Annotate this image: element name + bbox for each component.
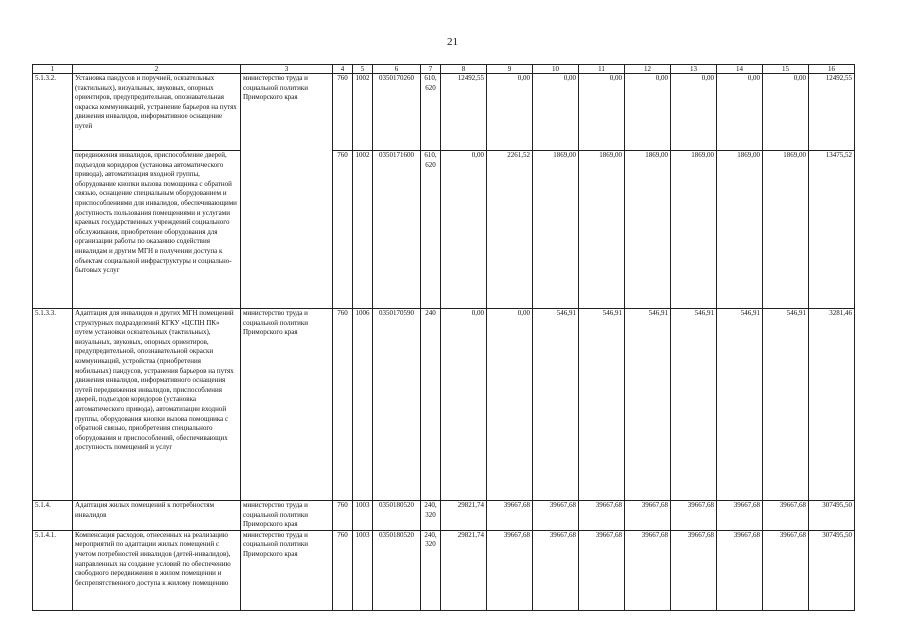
row-value: 39667,68 bbox=[717, 530, 763, 610]
row-value: 1869,00 bbox=[671, 151, 717, 309]
table-row bbox=[33, 151, 855, 309]
row-rzpr: 1003 bbox=[353, 530, 373, 610]
row-value: 39667,68 bbox=[763, 530, 809, 610]
row-value: 1869,00 bbox=[579, 151, 625, 309]
row-grbs: 760 bbox=[333, 530, 353, 610]
row-value: 0,00 bbox=[579, 74, 625, 151]
row-value: 1869,00 bbox=[533, 151, 579, 309]
row-value: 0,00 bbox=[763, 74, 809, 151]
column-header: 14 bbox=[717, 65, 763, 74]
row-value: 546,91 bbox=[625, 309, 671, 501]
row-description: передвижения инвалидов, приспособление дверей, подъездов коридоров (установка автоматического привода), автоматизация входной группы, оборудование кнопки вызова помощника с обратной связью, оснащение специальным оборудованием и приспособлениями для инвалидов, обеспечивающими доступность пользования помещениями и услугами краевых государственных учреждений социального обслуживания, приобретение оборудования для организации работы по оказанию содействия инвалидам и другим МГН в получении доступа к объектам социальной инфраструктуры и социально-бытовых услуг bbox=[73, 151, 241, 309]
row-description: Компенсация расходов, отнесенных на реализацию мероприятий по адаптации жилых помещений с учетом потребностей инвалидов (детей-инвалидов), направленных на создание условий по обеспечению свободного передвижения в жилом помещении и беспрепятственного доступа к жилому помещению bbox=[73, 530, 241, 610]
row-value: 39667,68 bbox=[579, 530, 625, 610]
row-csr: 0350180520 bbox=[373, 530, 421, 610]
row-value: 1869,00 bbox=[717, 151, 763, 309]
row-value: 0,00 bbox=[487, 309, 533, 501]
row-rzpr: 1002 bbox=[353, 74, 373, 151]
row-vr: 610, 620 bbox=[421, 74, 441, 151]
row-value: 1869,00 bbox=[763, 151, 809, 309]
column-header: 4 bbox=[333, 65, 353, 74]
row-value: 2261,52 bbox=[487, 151, 533, 309]
column-header: 15 bbox=[763, 65, 809, 74]
row-rzpr: 1002 bbox=[353, 151, 373, 309]
row-value: 0,00 bbox=[625, 74, 671, 151]
row-grbs: 760 bbox=[333, 501, 353, 531]
row-rzpr: 1006 bbox=[353, 309, 373, 501]
row-value: 546,91 bbox=[533, 309, 579, 501]
row-value: 546,91 bbox=[671, 309, 717, 501]
row-vr: 240, 320 bbox=[421, 501, 441, 531]
row-value: 39667,68 bbox=[533, 530, 579, 610]
column-header: 9 bbox=[487, 65, 533, 74]
row-description: Адаптация жилых помещений к потребностям инвалидов bbox=[73, 501, 241, 531]
column-header: 11 bbox=[579, 65, 625, 74]
row-value: 39667,68 bbox=[671, 530, 717, 610]
column-header: 8 bbox=[441, 65, 487, 74]
row-value: 1869,00 bbox=[625, 151, 671, 309]
row-description: Установка пандусов и поручней, осязательных (тактильных), визуальных, звуковых, опорных ориентиров, предупредительная, опознавательная окраска коммуникаций, устранение барьеров на путях движения инвалидов, информативное оснащение путей bbox=[73, 74, 241, 151]
column-header: 1 bbox=[33, 65, 73, 74]
row-description: Адаптация для инвалидов и других МГН помещений структурных подразделений КГКУ «ЦСПН ПК» путем установки осязательных (тактильных), визуальных, звуковых, опорных ориентиров, предупредительной, опознавательной окраски коммуникаций, устройства (приобретения мобильных) пандусов, устранения барьеров на путях движения инвалидов, информативного оснащения путей передвижения инвалидов, приспособления дверей, подъездов коридоров (установка автоматического привода), автоматизации входной группы, оборудования кнопки вызова помощника с обратной связью, приобретения специального оборудования и приспособлений, обеспечивающих доступность помещений и услуг bbox=[73, 309, 241, 501]
row-value: 546,91 bbox=[763, 309, 809, 501]
row-value: 0,00 bbox=[441, 309, 487, 501]
row-csr: 0350180520 bbox=[373, 501, 421, 531]
row-vr: 240, 320 bbox=[421, 530, 441, 610]
column-header: 2 bbox=[73, 65, 241, 74]
row-csr: 0350170260 bbox=[373, 74, 421, 151]
row-value: 39667,68 bbox=[533, 501, 579, 531]
row-value: 546,91 bbox=[717, 309, 763, 501]
program-table bbox=[32, 64, 855, 611]
row-value: 39667,68 bbox=[763, 501, 809, 531]
column-header: 3 bbox=[241, 65, 333, 74]
row-csr: 0350171600 bbox=[373, 151, 421, 309]
table-row bbox=[33, 530, 855, 610]
row-rzpr: 1003 bbox=[353, 501, 373, 531]
column-header: 16 bbox=[809, 65, 855, 74]
header-row bbox=[33, 65, 855, 74]
row-value: 307495,50 bbox=[809, 530, 855, 610]
row-value: 0,00 bbox=[441, 151, 487, 309]
row-value: 3281,46 bbox=[809, 309, 855, 501]
row-value: 39667,68 bbox=[487, 501, 533, 531]
row-csr: 0350170590 bbox=[373, 309, 421, 501]
row-number: 5.1.3.2. bbox=[33, 74, 73, 309]
column-header: 7 bbox=[421, 65, 441, 74]
row-grbs: 760 bbox=[333, 309, 353, 501]
row-value: 39667,68 bbox=[579, 501, 625, 531]
row-value: 39667,68 bbox=[671, 501, 717, 531]
row-value: 307495,50 bbox=[809, 501, 855, 531]
table-row bbox=[33, 501, 855, 531]
row-number: 5.1.4. bbox=[33, 501, 73, 531]
row-value: 0,00 bbox=[671, 74, 717, 151]
row-number: 5.1.4.1. bbox=[33, 530, 73, 610]
column-header: 6 bbox=[373, 65, 421, 74]
row-vr: 610, 620 bbox=[421, 151, 441, 309]
row-executor: министерство труда и социальной политики Приморского края bbox=[241, 309, 333, 501]
row-value: 0,00 bbox=[487, 74, 533, 151]
row-value: 0,00 bbox=[533, 74, 579, 151]
page-number: 21 bbox=[447, 36, 458, 48]
row-executor: министерство труда и социальной политики Приморского края bbox=[241, 530, 333, 610]
row-value: 39667,68 bbox=[625, 530, 671, 610]
column-header: 10 bbox=[533, 65, 579, 74]
row-value: 13475,52 bbox=[809, 151, 855, 309]
row-value: 546,91 bbox=[579, 309, 625, 501]
row-value: 0,00 bbox=[717, 74, 763, 151]
row-value: 29821,74 bbox=[441, 501, 487, 531]
row-value: 12492,55 bbox=[441, 74, 487, 151]
row-value: 39667,68 bbox=[625, 501, 671, 531]
row-executor: министерство труда и социальной политики Приморского края bbox=[241, 501, 333, 531]
column-header: 13 bbox=[671, 65, 717, 74]
column-header: 5 bbox=[353, 65, 373, 74]
column-header: 12 bbox=[625, 65, 671, 74]
row-value: 12492,55 bbox=[809, 74, 855, 151]
row-grbs: 760 bbox=[333, 74, 353, 151]
table-row bbox=[33, 74, 855, 151]
row-value: 29821,74 bbox=[441, 530, 487, 610]
row-value: 39667,68 bbox=[487, 530, 533, 610]
row-number: 5.1.3.3. bbox=[33, 309, 73, 501]
row-value: 39667,68 bbox=[717, 501, 763, 531]
row-executor: министерство труда и социальной политики Приморского края bbox=[241, 74, 333, 309]
row-vr: 240 bbox=[421, 309, 441, 501]
table-row bbox=[33, 309, 855, 501]
row-grbs: 760 bbox=[333, 151, 353, 309]
